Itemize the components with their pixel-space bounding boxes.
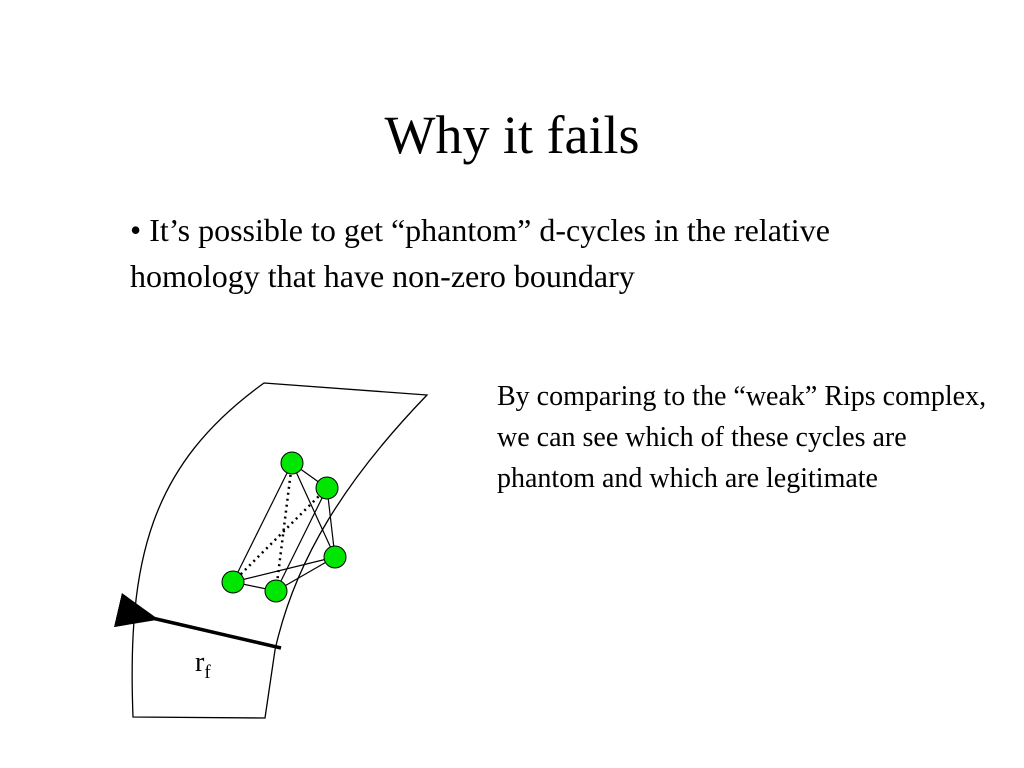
complex-dotted-edges — [233, 463, 327, 591]
bullet-point: • It’s possible to get “phantom” d-cycles in the relative homology that have non-zero boundary — [130, 212, 830, 294]
radius-label-subscript: f — [204, 662, 211, 683]
node — [281, 452, 303, 474]
complex-nodes — [222, 452, 346, 602]
node — [316, 477, 338, 499]
radius-label-base: r — [195, 647, 205, 678]
radius-arrow — [152, 618, 281, 648]
node — [324, 546, 346, 568]
slide-title: Why it fails — [384, 105, 640, 165]
node — [222, 571, 244, 593]
radius-label — [195, 647, 211, 683]
node — [265, 580, 287, 602]
manifold-band — [132, 383, 427, 718]
side-note: By comparing to the “weak” Rips complex, we can see which of these cycles are phantom and which are legitimate — [497, 381, 987, 494]
